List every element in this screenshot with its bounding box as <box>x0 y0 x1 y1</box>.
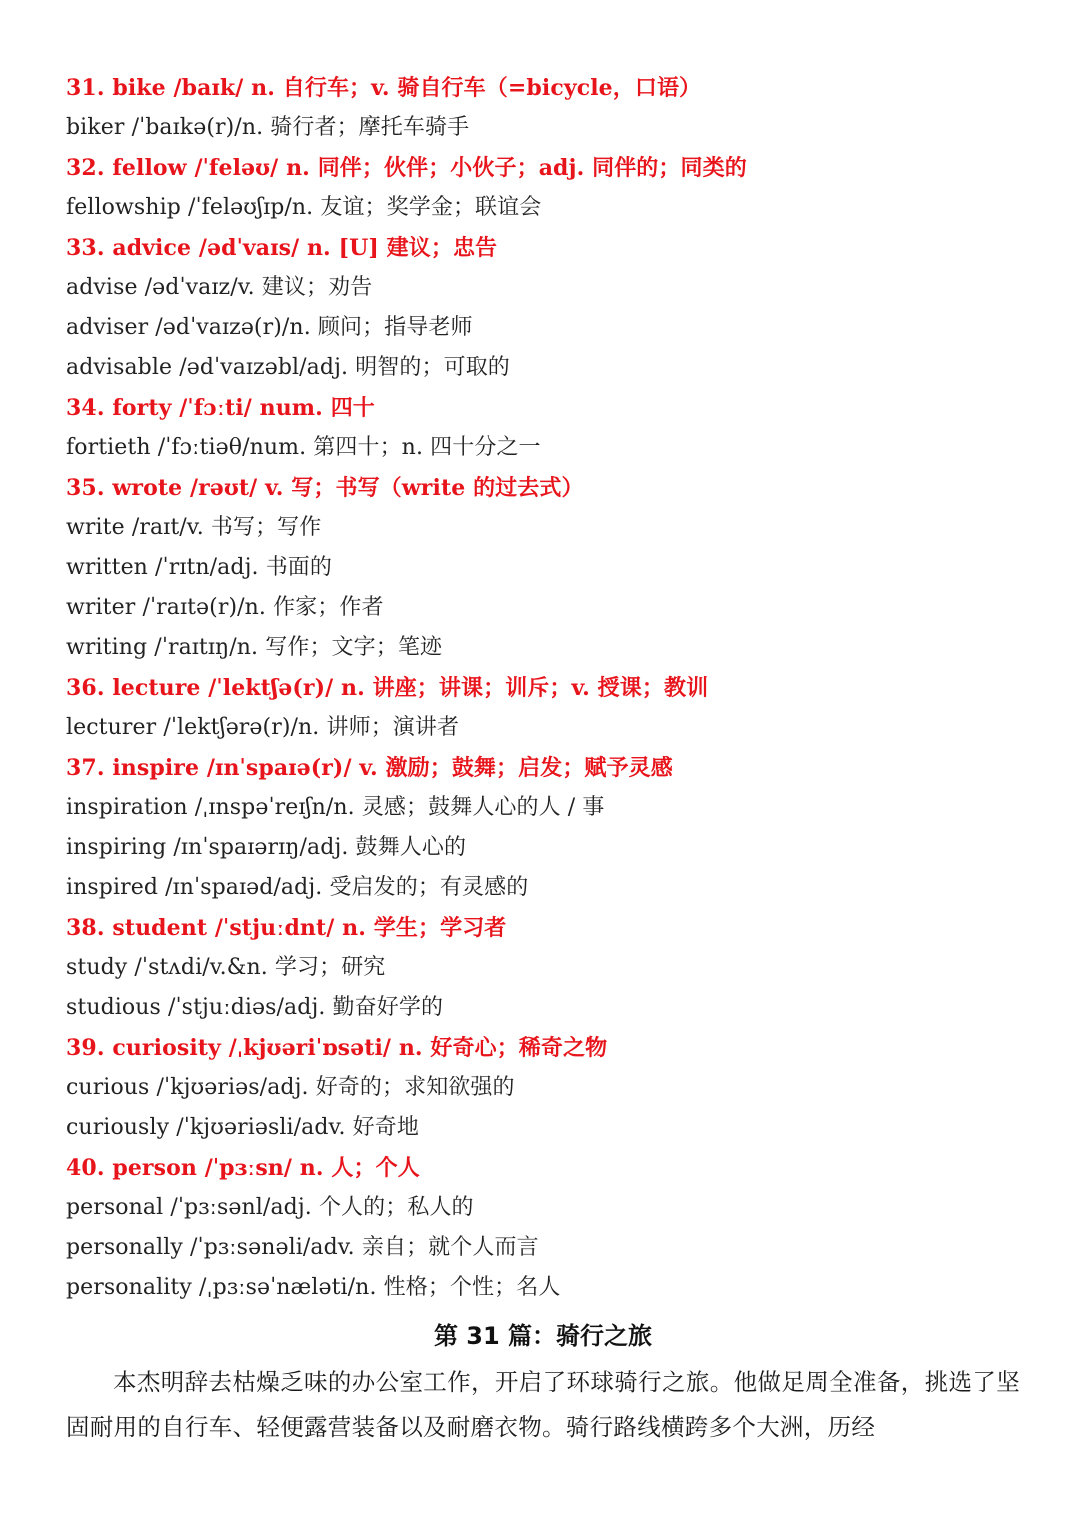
derivative-entry: inspiring /ɪnˈspaɪərɪŋ/adj. 鼓舞人心的 <box>66 835 467 860</box>
derivative-entry: studious /ˈstjuːdiəs/adj. 勤奋好学的 <box>66 995 444 1020</box>
headword-entry: 33. advice /ədˈvaɪs/ n. [U] 建议；忠告 <box>66 235 498 261</box>
headword-entry: 32. fellow /ˈfeləʊ/ n. 同伴；伙伴；小伙子；adj. 同伴的；同类的 <box>66 155 747 181</box>
derivative-entry: study /ˈstʌdi/v.&n. 学习；研究 <box>66 955 386 980</box>
headword-entry: 31. bike /baɪk/ n. 自行车；v. 骑自行车（=bicycle，口语） <box>66 75 702 101</box>
derivative-entry: curious /ˈkjʊəriəs/adj. 好奇的；求知欲强的 <box>66 1075 515 1100</box>
section-title: 第 31 篇：骑行之旅 <box>433 1322 653 1350</box>
derivative-entry: write /raɪt/v. 书写；写作 <box>66 515 322 540</box>
derivative-entry: biker /ˈbaɪkə(r)/n. 骑行者；摩托车骑手 <box>66 115 470 140</box>
headword-entry: 36. lecture /ˈlektʃə(r)/ n. 讲座；讲课；训斥；v. 授课；教训 <box>66 675 709 701</box>
headword-entry: 40. person /ˈpɜːsn/ n. 人；个人 <box>66 1155 420 1181</box>
derivative-entry: writing /ˈraɪtɪŋ/n. 写作；文字；笔迹 <box>66 635 443 660</box>
passage-text: 本杰明辞去枯燥乏味的办公室工作，开启了环球骑行之旅。他做足周全准备，挑选了坚固耐用的自行车、轻便露营装备以及耐磨衣物。骑行路线横跨多个大洲，历经 <box>66 1368 1020 1441</box>
headword-entry: 39. curiosity /ˌkjʊəriˈɒsəti/ n. 好奇心；稀奇之物 <box>66 1035 608 1061</box>
derivative-entry: fellowship /ˈfeləʊʃɪp/n. 友谊；奖学金；联谊会 <box>66 195 542 220</box>
derivative-entry: writer /ˈraɪtə(r)/n. 作家；作者 <box>66 595 384 620</box>
derivative-entry: lecturer /ˈlektʃərə(r)/n. 讲师；演讲者 <box>66 715 460 740</box>
derivative-entry: personality /ˌpɜːsəˈnæləti/n. 性格；个性；名人 <box>66 1275 561 1300</box>
derivative-entry: personally /ˈpɜːsənəli/adv. 亲自；就个人而言 <box>66 1235 539 1260</box>
headword-entry: 38. student /ˈstjuːdnt/ n. 学生；学习者 <box>66 915 507 941</box>
derivative-entry: curiously /ˈkjʊəriəsli/adv. 好奇地 <box>66 1115 419 1140</box>
vocabulary-list <box>66 68 1020 1308</box>
derivative-entry: advise /ədˈvaɪz/v. 建议；劝告 <box>66 275 373 300</box>
headword-entry: 35. wrote /rəʊt/ v. 写；书写（write 的过去式） <box>66 475 584 501</box>
derivative-entry: adviser /ədˈvaɪzə(r)/n. 顾问；指导老师 <box>66 315 473 340</box>
derivative-entry: personal /ˈpɜːsənl/adj. 个人的；私人的 <box>66 1195 474 1220</box>
derivative-entry: inspired /ɪnˈspaɪəd/adj. 受启发的；有灵感的 <box>66 875 529 900</box>
derivative-entry: inspiration /ˌɪnspəˈreɪʃn/n. 灵感；鼓舞人心的人 / 事 <box>66 795 605 820</box>
derivative-entry: fortieth /ˈfɔːtiəθ/num. 第四十；n. 四十分之一 <box>66 435 541 460</box>
derivative-entry: advisable /ədˈvaɪzəbl/adj. 明智的；可取的 <box>66 355 510 380</box>
derivative-entry: written /ˈrɪtn/adj. 书面的 <box>66 555 332 580</box>
headword-entry: 37. inspire /ɪnˈspaɪə(r)/ v. 激励；鼓舞；启发；赋予灵感 <box>66 755 673 781</box>
headword-entry: 34. forty /ˈfɔːti/ num. 四十 <box>66 395 375 421</box>
